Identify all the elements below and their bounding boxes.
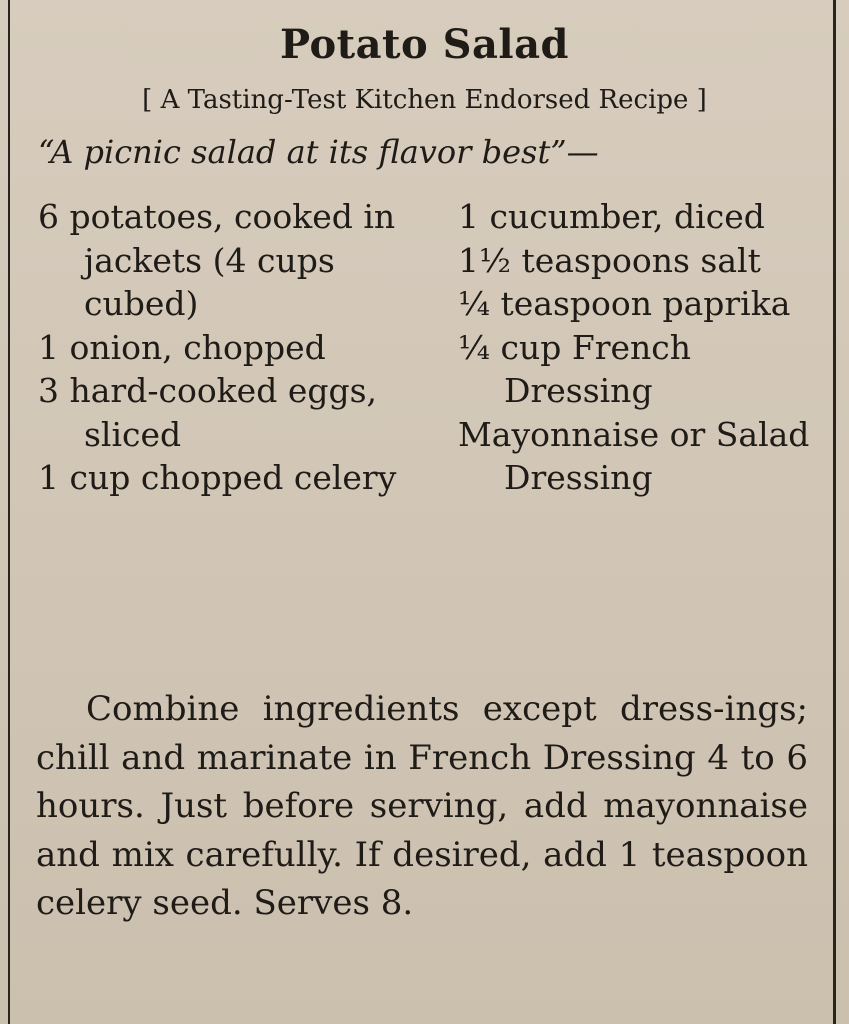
recipe-title: Potato Salad <box>279 21 570 68</box>
ingredient-item: 1 cucumber, diced <box>458 197 765 236</box>
recipe-endorsement: [ A Tasting-Test Kitchen Endorsed Recipe ] <box>142 85 707 115</box>
ingredient-item: Mayonnaise or Salad Dressing <box>458 414 810 497</box>
recipe-directions: Combine ingredients except dress-ings; chill and marinate in French Dressing 4 to 6 hours. Just before serving, add mayonnaise and mix carefully. If desired, add 1 teaspoon celery seed. Serves 8. <box>36 689 808 923</box>
ingredient-item: ¼ cup French Dressing <box>458 327 692 410</box>
right-column-rule <box>833 0 836 1024</box>
ingredient-item: 1 onion, chopped <box>38 327 326 367</box>
recipe-tagline: “A picnic salad at its flavor best”— <box>38 133 599 171</box>
ingredient-item: 1½ teaspoons salt <box>458 240 761 280</box>
ingredients-right-column <box>458 195 828 500</box>
ingredients-left-column <box>38 195 448 500</box>
ingredient-item: 3 hard-cooked eggs, sliced <box>38 371 378 454</box>
ingredient-item: ¼ teaspoon paprika <box>458 284 791 323</box>
ingredient-item: 1 cup chopped celery <box>38 458 397 497</box>
ingredient-item: 6 potatoes, cooked in jackets (4 cups cubed) <box>38 197 396 323</box>
left-column-rule <box>8 0 10 1024</box>
